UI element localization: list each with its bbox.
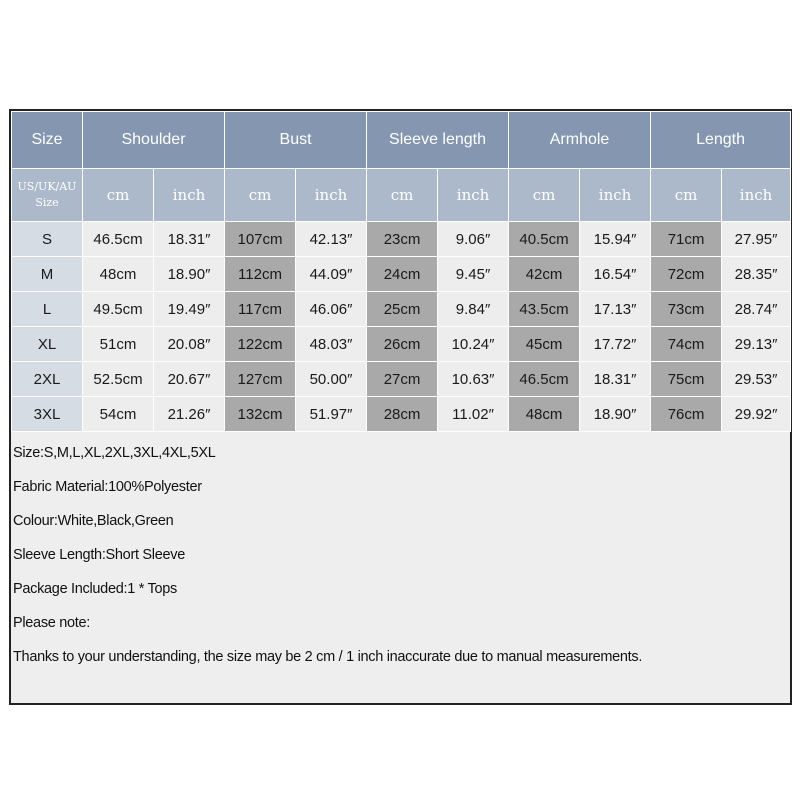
measurement-cell: 46.06″ (296, 292, 367, 327)
measurement-cell: 48cm (509, 397, 580, 432)
measurement-cell: 29.92″ (722, 397, 791, 432)
shoulder-header: Shoulder (83, 112, 225, 169)
measurement-cell: 43.5cm (509, 292, 580, 327)
measurement-cell: 45cm (509, 327, 580, 362)
measurement-cell: 127cm (225, 362, 296, 397)
measurement-cell: 48.03″ (296, 327, 367, 362)
measurement-cell: 9.45″ (438, 257, 509, 292)
measurement-cell: 42.13″ (296, 222, 367, 257)
header-row-groups (12, 112, 791, 169)
measurement-cell: 18.90″ (154, 257, 225, 292)
note-line: Colour:White,Black,Green (13, 513, 174, 529)
table-row (12, 222, 791, 257)
measurement-cell: 117cm (225, 292, 296, 327)
measurement-cell: 23cm (367, 222, 438, 257)
unit-inch: inch (154, 169, 225, 222)
measurement-cell: 29.53″ (722, 362, 791, 397)
note-line: Sleeve Length:Short Sleeve (13, 547, 185, 563)
note-line: Please note: (13, 615, 91, 631)
unit-cm: cm (509, 169, 580, 222)
measurement-cell: 122cm (225, 327, 296, 362)
measurement-cell: 51.97″ (296, 397, 367, 432)
unit-cm: cm (367, 169, 438, 222)
table-row (12, 257, 791, 292)
measurement-cell: 49.5cm (83, 292, 154, 327)
measurement-cell: 28.74″ (722, 292, 791, 327)
measurement-cell: 18.31″ (154, 222, 225, 257)
size-cell: L (12, 292, 83, 327)
measurement-cell: 112cm (225, 257, 296, 292)
measurement-cell: 9.06″ (438, 222, 509, 257)
table-row (12, 292, 791, 327)
measurement-cell: 18.90″ (580, 397, 651, 432)
measurement-cell: 20.67″ (154, 362, 225, 397)
region-size-label: Size (35, 196, 59, 209)
sleeve-length-header: Sleeve length (367, 112, 509, 169)
measurement-cell: 10.24″ (438, 327, 509, 362)
unit-inch: inch (722, 169, 791, 222)
size-chart-table (11, 111, 791, 432)
armhole-header: Armhole (509, 112, 651, 169)
note-line: Thanks to your understanding, the size may be 2 cm / 1 inch inaccurate due to manual measurements. (13, 649, 643, 665)
unit-cm: cm (225, 169, 296, 222)
measurement-cell: 10.63″ (438, 362, 509, 397)
size-cell: S (12, 222, 83, 257)
unit-cm: cm (651, 169, 722, 222)
measurement-cell: 74cm (651, 327, 722, 362)
header-row-units (12, 169, 791, 222)
measurement-cell: 46.5cm (509, 362, 580, 397)
size-cell: 2XL (12, 362, 83, 397)
bust-header: Bust (225, 112, 367, 169)
note-line: Fabric Material:100%Polyester (13, 479, 202, 495)
measurement-cell: 17.13″ (580, 292, 651, 327)
measurement-cell: 21.26″ (154, 397, 225, 432)
measurement-cell: 107cm (225, 222, 296, 257)
unit-inch: inch (580, 169, 651, 222)
measurement-cell: 25cm (367, 292, 438, 327)
table-row (12, 397, 791, 432)
measurement-cell: 27cm (367, 362, 438, 397)
measurement-cell: 15.94″ (580, 222, 651, 257)
measurement-cell: 71cm (651, 222, 722, 257)
measurement-cell: 52.5cm (83, 362, 154, 397)
measurement-cell: 76cm (651, 397, 722, 432)
size-cell: XL (12, 327, 83, 362)
note-line: Size:S,M,L,XL,2XL,3XL,4XL,5XL (13, 445, 216, 461)
measurement-cell: 46.5cm (83, 222, 154, 257)
measurement-cell: 26cm (367, 327, 438, 362)
measurement-cell: 20.08″ (154, 327, 225, 362)
measurement-cell: 73cm (651, 292, 722, 327)
region-label: US/UK/AU (17, 180, 77, 193)
measurement-cell: 24cm (367, 257, 438, 292)
measurement-cell: 28cm (367, 397, 438, 432)
note-line: Package Included:1 * Tops (13, 581, 177, 597)
measurement-cell: 29.13″ (722, 327, 791, 362)
table-row (12, 327, 791, 362)
measurement-cell: 19.49″ (154, 292, 225, 327)
region-size-header (12, 169, 83, 222)
unit-inch: inch (438, 169, 509, 222)
measurement-cell: 27.95″ (722, 222, 791, 257)
table-row (12, 362, 791, 397)
measurement-cell: 75cm (651, 362, 722, 397)
measurement-cell: 28.35″ (722, 257, 791, 292)
measurement-cell: 17.72″ (580, 327, 651, 362)
size-cell: M (12, 257, 83, 292)
measurement-cell: 42cm (509, 257, 580, 292)
measurement-cell: 72cm (651, 257, 722, 292)
measurement-cell: 9.84″ (438, 292, 509, 327)
unit-inch: inch (296, 169, 367, 222)
measurement-cell: 51cm (83, 327, 154, 362)
measurement-cell: 11.02″ (438, 397, 509, 432)
size-chart-sheet (9, 109, 792, 705)
measurement-cell: 44.09″ (296, 257, 367, 292)
unit-cm: cm (83, 169, 154, 222)
measurement-cell: 48cm (83, 257, 154, 292)
size-header: Size (12, 112, 83, 169)
size-cell: 3XL (12, 397, 83, 432)
measurement-cell: 132cm (225, 397, 296, 432)
measurement-cell: 16.54″ (580, 257, 651, 292)
product-notes (11, 432, 790, 674)
measurement-cell: 40.5cm (509, 222, 580, 257)
measurement-cell: 18.31″ (580, 362, 651, 397)
measurement-cell: 54cm (83, 397, 154, 432)
measurement-cell: 50.00″ (296, 362, 367, 397)
length-header: Length (651, 112, 791, 169)
